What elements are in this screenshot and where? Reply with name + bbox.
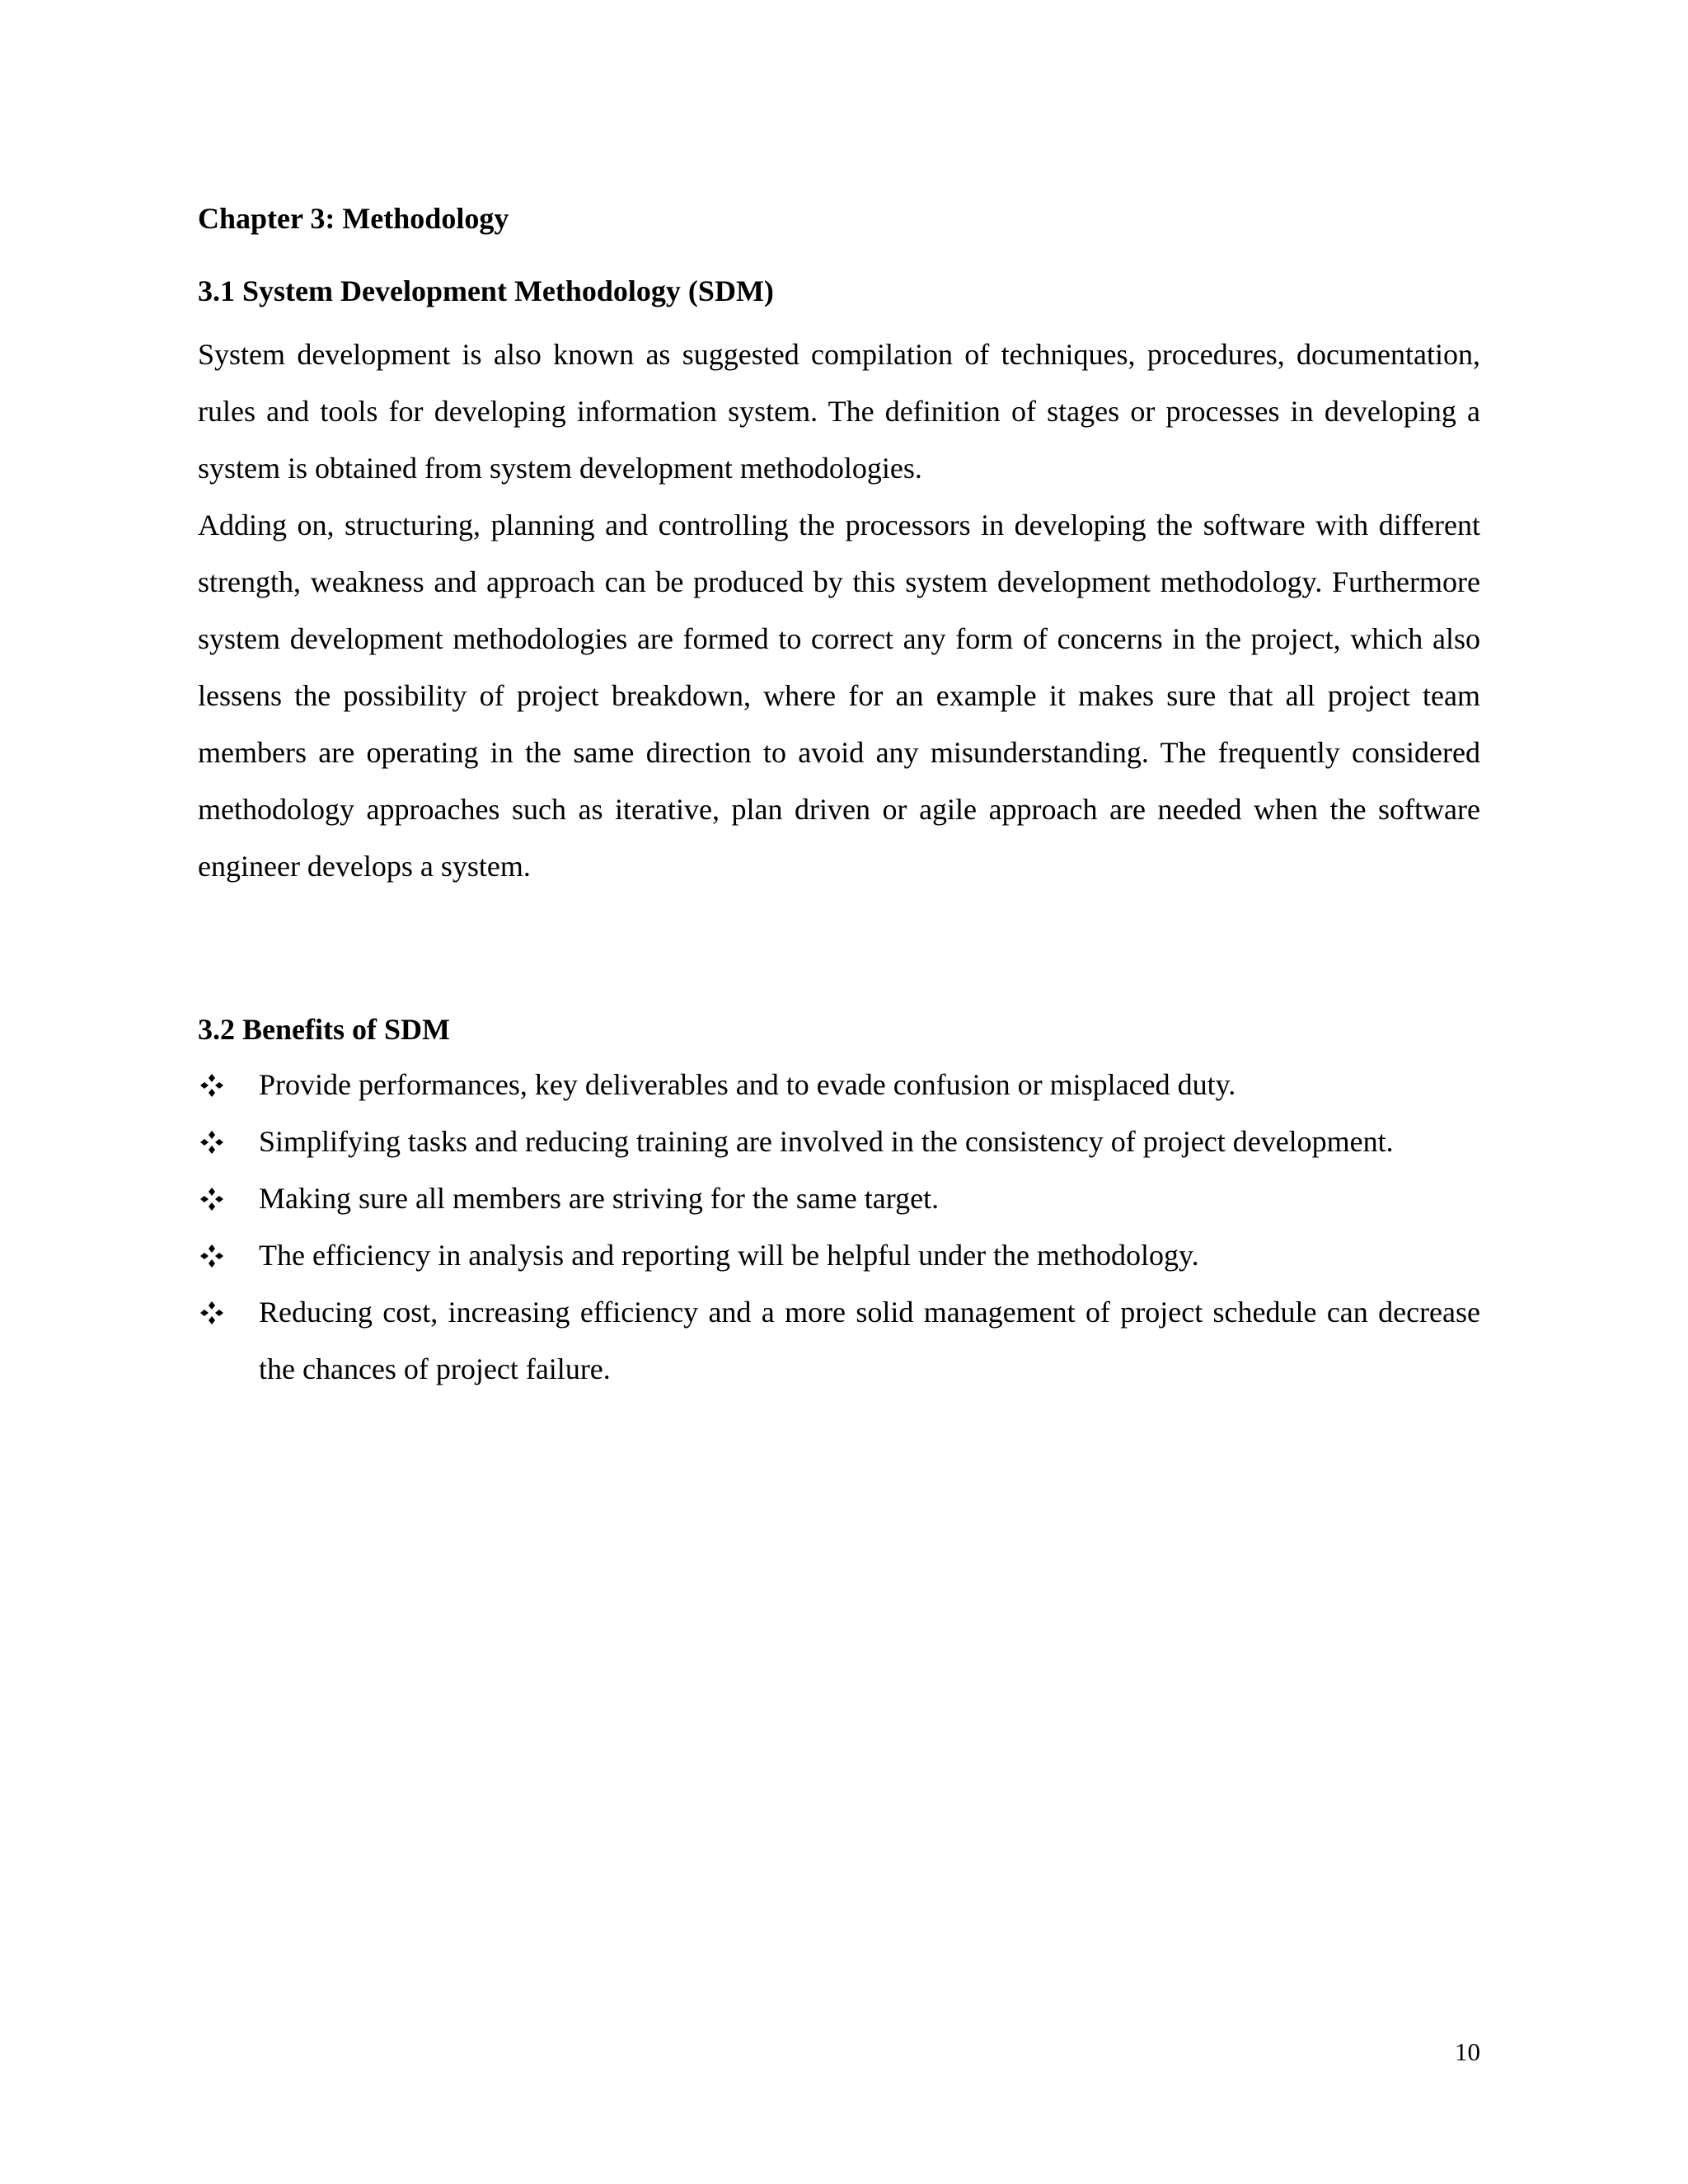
section-spacer	[198, 895, 1480, 1007]
list-item	[198, 1227, 1480, 1284]
chapter-title: Chapter 3: Methodology	[198, 202, 509, 235]
page-number: 10	[1455, 2037, 1480, 2066]
four-diamond-bullet-icon	[199, 1073, 224, 1098]
section-heading-benefits: 3.2 Benefits of SDM	[198, 1013, 450, 1046]
four-diamond-bullet-icon	[199, 1130, 224, 1155]
paragraph-sdm-purpose: Adding on, structuring, planning and controlling the processors in developing the software with different strength, weakness and approach can be produced by this system development methodology. Furthermore system development methodologies are formed to correct any form of concerns in the project, which also lessens the possibility of project breakdown, where for an example it makes sure that all project team members are operating in the same direction to avoid any misunderstanding. The frequently considered methodology approaches such as iterative, plan driven or agile approach are needed when the software engineer develops a system.	[198, 509, 1480, 883]
four-diamond-bullet-icon	[199, 1301, 224, 1325]
four-diamond-bullet-icon	[199, 1187, 224, 1212]
list-item	[198, 1113, 1480, 1170]
document-page	[198, 196, 1480, 1398]
list-item	[198, 1284, 1480, 1398]
paragraph-sdm-definition: System development is also known as suggested compilation of techniques, procedures, documentation, rules and tools for developing information system. The definition of stages or processes in developing a system is obtained from system development methodologies.	[198, 338, 1480, 485]
four-diamond-bullet-icon	[199, 1244, 224, 1268]
benefit-text: Provide performances, key deliverables and to evade confusion or misplaced duty.	[259, 1068, 1236, 1101]
list-item	[198, 1057, 1480, 1113]
benefit-text: The efficiency in analysis and reporting will be helpful under the methodology.	[259, 1239, 1199, 1272]
section-heading-sdm: 3.1 System Development Methodology (SDM)	[198, 274, 774, 307]
benefit-text: Reducing cost, increasing efficiency and a more solid management of project schedule can decrease the chances of project failure.	[259, 1296, 1480, 1385]
benefit-text: Making sure all members are striving for the same target.	[259, 1182, 940, 1215]
benefit-text: Simplifying tasks and reducing training are involved in the consistency of project development.	[259, 1125, 1394, 1158]
benefits-list	[198, 1057, 1480, 1398]
list-item	[198, 1170, 1480, 1227]
